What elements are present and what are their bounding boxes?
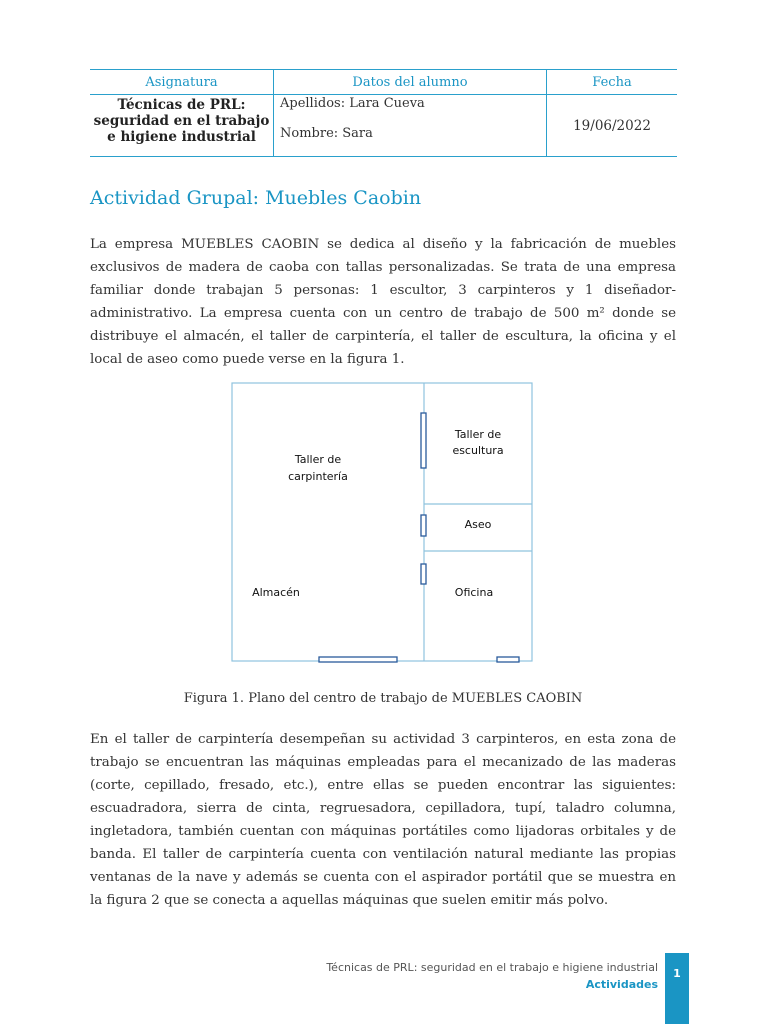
door-office [421,564,426,584]
door-sculpture [421,413,426,468]
page-title: Actividad Grupal: Muebles Caobin [90,187,422,209]
subject-name: Técnicas de PRL: seguridad en el trabajo e higiene industrial [90,95,274,157]
student-name: Nombre: Sara [280,126,373,141]
room-toilet-label: Aseo [464,518,492,531]
room-office-label: Oficina [454,586,494,599]
intro-paragraph: La empresa MUEBLES CAOBIN se dedica al diseño y la fabricación de muebles exclusivos de madera de caoba con tallas personalizadas. Se trata de una empresa familiar donde trabajan 5 personas: 1 escultor, 3 carpinteros y 1 diseñador-administrativo. La empresa cuenta con un centro de trabajo de 500 m² donde se distribuye el almacén, el taller de carpintería, el taller de escultura, la oficina y el local de aseo como puede verse en la figura 1. [90,237,676,367]
header-col-date: Fecha [547,70,678,95]
main-entrance-door [319,657,397,662]
header-col-student: Datos del alumno [274,70,547,95]
student-data [274,95,547,157]
header-col-subject: Asignatura [90,70,274,95]
room-carpentry-label-2: carpintería [288,470,348,483]
figure-caption: Figura 1. Plano del centro de trabajo de MUEBLES CAOBIN [183,691,583,706]
room-carpentry-label-1: Taller de [294,453,342,466]
office-exit-door [497,657,519,662]
room-sculpture-label-1: Taller de [454,428,502,441]
room-warehouse-label: Almacén [252,586,300,599]
footer-course: Técnicas de PRL: seguridad en el trabajo e higiene industrial [326,961,658,974]
header-table [90,69,677,157]
floor-plan-diagram [231,382,534,663]
student-surname: Apellidos: Lara Cueva [280,96,425,111]
footer [326,961,658,991]
door-toilet [421,515,426,536]
footer-section: Actividades [585,978,658,991]
page-number: 1 [665,953,689,1024]
date-value: 19/06/2022 [547,95,678,157]
workshop-paragraph: En el taller de carpintería desempeñan su actividad 3 carpinteros, en esta zona de trabajo se encuentran las máquinas empleadas para el mecanizado de las maderas (corte, cepillado, fresado, etc.), entre ellas se pueden encontrar las siguientes: escuadradora, sierra de cinta, regruesadora, cepilladora, tupí, taladro columna, ingletadora, también cuentan con máquinas portátiles como lijadoras orbitales y de banda. El taller de carpintería cuenta con ventilación natural mediante las propias ventanas de la nave y además se cuenta con el aspirador portátil que se muestra en la figura 2 que se conecta a aquellas máquinas que suelen emitir más polvo. [90,732,676,908]
room-sculpture-label-2: escultura [452,444,504,457]
